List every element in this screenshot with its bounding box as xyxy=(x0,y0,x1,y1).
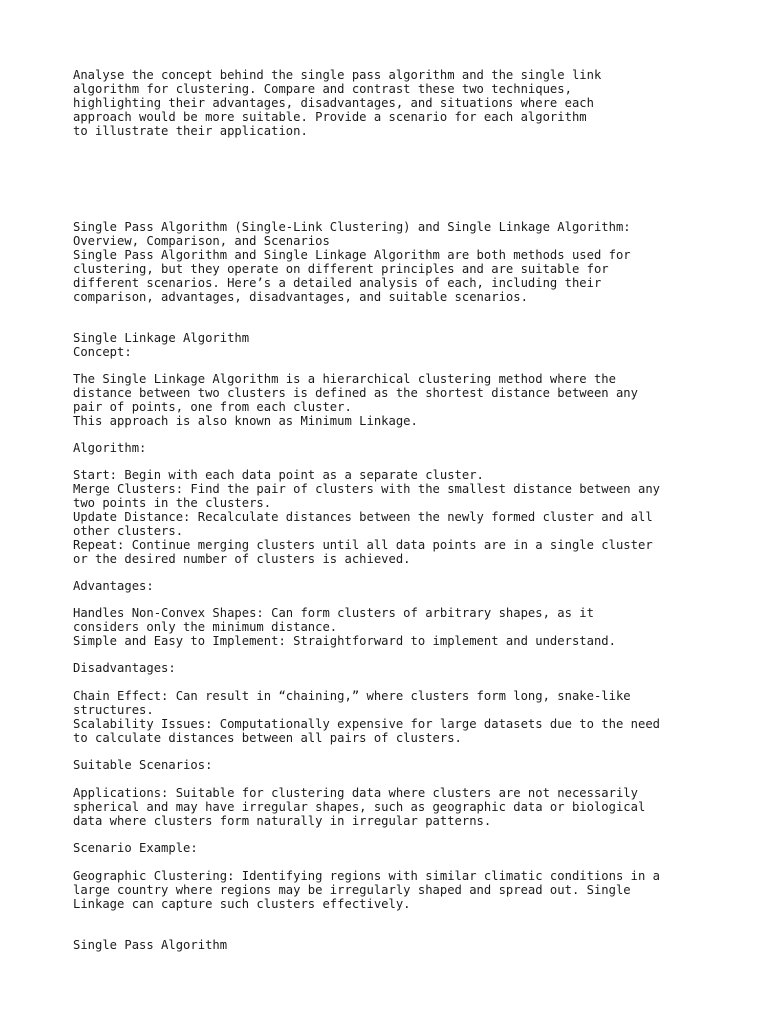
scenario-example-label: Scenario Example: xyxy=(73,841,198,855)
algorithm-line: or the desired number of clusters is achieved. xyxy=(73,552,411,566)
scenario-example-line: Geographic Clustering: Identifying regions with similar climatic conditions in a xyxy=(73,869,660,883)
algorithm-line: Merge Clusters: Find the pair of clusters with the smallest distance between any xyxy=(73,482,660,496)
intro-text-line: comparison, advantages, disadvantages, and suitable scenarios. xyxy=(73,290,528,304)
concept-line: distance between two clusters is defined as the shortest distance between any xyxy=(73,386,638,400)
question-line: approach would be more suitable. Provide a scenario for each algorithm xyxy=(73,110,587,124)
intro-title-line: Single Pass Algorithm (Single-Link Clustering) and Single Linkage Algorithm: xyxy=(73,220,631,234)
concept-line: The Single Linkage Algorithm is a hierarchical clustering method where the xyxy=(73,372,616,386)
suitable-scenarios-line: Applications: Suitable for clustering data where clusters are not necessarily xyxy=(73,786,638,800)
algorithm-line: two points in the clusters. xyxy=(73,496,272,510)
algorithm-line: Update Distance: Recalculate distances between the newly formed cluster and all xyxy=(73,510,653,524)
algorithm-line: Repeat: Continue merging clusters until all data points are in a single cluster xyxy=(73,538,653,552)
concept-label: Concept: xyxy=(73,345,132,359)
advantages-line: Handles Non-Convex Shapes: Can form clusters of arbitrary shapes, as it xyxy=(73,606,594,620)
question-line: to illustrate their application. xyxy=(73,124,308,138)
intro-title-line: Overview, Comparison, and Scenarios xyxy=(73,234,330,248)
algorithm-line: Start: Begin with each data point as a separate cluster. xyxy=(73,468,484,482)
advantages-label: Advantages: xyxy=(73,579,154,593)
advantages-line: considers only the minimum distance. xyxy=(73,620,338,634)
disadvantages-line: structures. xyxy=(73,703,154,717)
question-line: algorithm for clustering. Compare and contrast these two techniques, xyxy=(73,82,572,96)
scenario-example-line: large country where regions may be irregularly shaped and spread out. Single xyxy=(73,883,631,897)
disadvantages-label: Disadvantages: xyxy=(73,661,176,675)
advantages-line: Simple and Easy to Implement: Straightforward to implement and understand. xyxy=(73,634,616,648)
algorithm-line: other clusters. xyxy=(73,524,184,538)
section-heading: Single Pass Algorithm xyxy=(73,938,228,952)
intro-text-line: clustering, but they operate on different principles and are suitable for xyxy=(73,262,609,276)
disadvantages-line: Scalability Issues: Computationally expensive for large datasets due to the need xyxy=(73,717,660,731)
algorithm-label: Algorithm: xyxy=(73,441,147,455)
question-line: highlighting their advantages, disadvantages, and situations where each xyxy=(73,96,594,110)
intro-text-line: different scenarios. Here’s a detailed analysis of each, including their xyxy=(73,276,602,290)
section-heading: Single Linkage Algorithm xyxy=(73,331,250,345)
disadvantages-line: Chain Effect: Can result in “chaining,” where clusters form long, snake-like xyxy=(73,689,631,703)
scenario-example-line: Linkage can capture such clusters effectively. xyxy=(73,897,411,911)
suitable-scenarios-line: data where clusters form naturally in irregular patterns. xyxy=(73,814,492,828)
suitable-scenarios-label: Suitable Scenarios: xyxy=(73,758,213,772)
concept-line: This approach is also known as Minimum Linkage. xyxy=(73,414,418,428)
question-line: Analyse the concept behind the single pass algorithm and the single link xyxy=(73,68,602,82)
concept-line: pair of points, one from each cluster. xyxy=(73,400,352,414)
suitable-scenarios-line: spherical and may have irregular shapes, such as geographic data or biological xyxy=(73,800,646,814)
intro-text-line: Single Pass Algorithm and Single Linkage Algorithm are both methods used for xyxy=(73,248,631,262)
disadvantages-line: to calculate distances between all pairs of clusters. xyxy=(73,731,462,745)
